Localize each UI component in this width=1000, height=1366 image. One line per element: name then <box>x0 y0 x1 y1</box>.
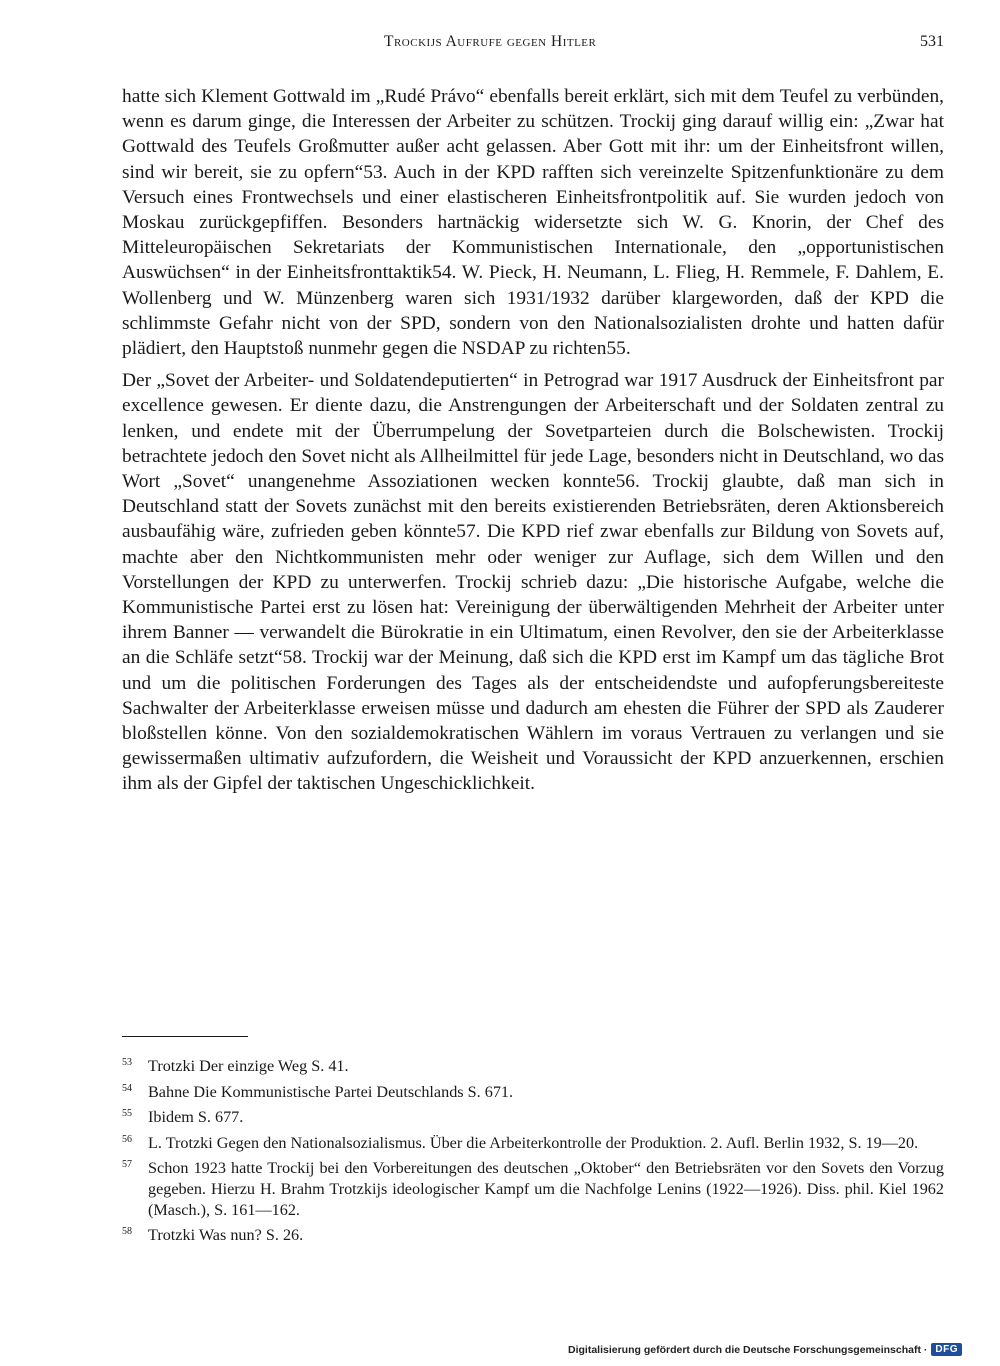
body-text <box>122 84 944 797</box>
footnote-text: Ibidem S. 677. <box>148 1108 244 1127</box>
footnote <box>122 1158 944 1220</box>
funding-note: Digitalisierung gefördert durch die Deutsche Forschungsgemeinschaft · <box>568 1343 928 1356</box>
footnote-separator <box>122 1036 248 1037</box>
running-title: Trockijs Aufrufe gegen Hitler <box>384 33 597 50</box>
footnote-number: 56 <box>122 1133 132 1145</box>
page-header <box>122 33 944 55</box>
footnote-text: Schon 1923 hatte Trockij bei den Vorbereitungen des deutschen „Oktober“ den Betriebsräten vor den Sovets den Vorzug gegeben. Hierzu H. Brahm Trotzkijs ideologischer Kampf um die Nachfolge Lenins (1922—1926). Diss. phil. Kiel 1962 (Masch.), S. 161—162. <box>148 1159 944 1219</box>
footnote-text: Trotzki Der einzige Weg S. 41. <box>148 1057 349 1075</box>
footnote-number: 54 <box>122 1082 132 1094</box>
footnote <box>122 1225 944 1246</box>
footnote <box>122 1133 944 1154</box>
page-number: 531 <box>920 33 944 50</box>
paragraph: Der „Sovet der Arbeiter- und Soldatendeputierten“ in Petrograd war 1917 Ausdruck der Einheitsfront par excellence gewesen. Er diente dazu, die Anstrengungen der Arbeiterschaft und der Soldaten zentral zu lenken, und endete mit der Überrumpelung der Sovetparteien durch die Bolschewisten. Trockij betrachtete jedoch den Sovet nicht als Allheilmittel für jede Lage, besonders nicht in Deutschland, wo das Wort „Sovet“ unangenehme Assoziationen wecken konnte56. Trockij glaubte, daß man sich in Deutschland statt der Sovets zunächst mit den bereits existierenden Betriebsräten, deren Aktionsbereich ausbaufähig wäre, zufrieden geben könnte57. Die KPD rief zwar ebenfalls zur Bildung von Sovets auf, machte aber den Nichtkommunisten mehr oder weniger zur Auflage, sich dem Willen und den Vorstellungen der KPD zu unterwerfen. Trockij schrieb dazu: „Die historische Aufgabe, welche die Kommunistische Partei erst zu lösen hat: Vereinigung der überwältigenden Mehrheit der Arbeiter unter ihrem Banner — verwandelt die Bürokratie in ein Ultimatum, einen Revolver, den sie der Arbeiterklasse an die Schläfe setzt“58. Trockij war der Meinung, daß sich die KPD erst im Kampf um das tägliche Brot und um die politischen Forderungen des Tages als der entscheidendste und aufopferungsbereiteste Sachwalter der Arbeiterklasse erweisen müsse und dadurch am ehesten die Führer der SPD als Zauderer bloßstellen könne. Von den sozialdemokratischen Wählern im voraus Vertrauen zu verlangen und sie gewissermaßen ultimativ aufzufordern, die Weisheit und Voraussicht der KPD anzuerkennen, erschien ihm als der Gipfel der taktischen Ungeschicklichkeit. <box>122 370 944 795</box>
footnote-text: Bahne Die Kommunistische Partei Deutschlands S. 671. <box>148 1082 514 1101</box>
digitization-banner <box>568 1343 962 1356</box>
footnote-text: L. Trotzki Gegen den Nationalsozialismus. Über die Arbeiterkontrolle der Produktion. 2. Aufl. Berlin 1932, S. 19—20. <box>148 1133 919 1152</box>
footnotes <box>122 1056 944 1251</box>
footnote <box>122 1056 944 1077</box>
footnote-number: 58 <box>122 1226 132 1238</box>
footnote-number: 53 <box>122 1057 132 1068</box>
paragraph: hatte sich Klement Gottwald im „Rudé Právo“ ebenfalls bereit erklärt, sich mit dem Teufel zu verbünden, wenn es darum ginge, die Interessen der Arbeiter zu schützen. Trockij ging darauf willig ein: „Zwar hat Gottwald des Teufels Großmutter außer acht gelassen. Aber Gott mit ihr: um der Einheitsfront willen, sind wir bereit, sie zu opfern“53. Auch in der KPD rafften sich vereinzelte Spitzenfunktionäre zu dem Versuch eines Frontwechsels und einer elastischeren Einheitsfrontpolitik auf. Sie wurden jedoch von Moskau zurückgepfiffen. Besonders hartnäckig widersetzte sich W. G. Knorin, der Chef des Mitteleuropäischen Sekretariats der Kommunistischen Internationale, den „opportunistischen Auswüchsen“ in der Einheitsfronttaktik54. W. Pieck, H. Neumann, L. Flieg, H. Remmele, F. Dahlem, E. Wollenberg und W. Münzenberg waren sich 1931/1932 darüber klargeworden, daß der KPD die schlimmste Gefahr nicht von der SPD, sondern von den Nationalsozialisten drohte und hatten dafür plädiert, den Hauptstoß nunmehr gegen die NSDAP zu richten55. <box>122 86 944 360</box>
footnote-number: 57 <box>122 1159 132 1171</box>
footnote <box>122 1082 944 1103</box>
footnote-text: Trotzki Was nun? S. 26. <box>148 1226 304 1245</box>
dfg-logo: DFG <box>931 1343 962 1356</box>
footnote <box>122 1107 944 1128</box>
footnote-number: 55 <box>122 1108 132 1120</box>
